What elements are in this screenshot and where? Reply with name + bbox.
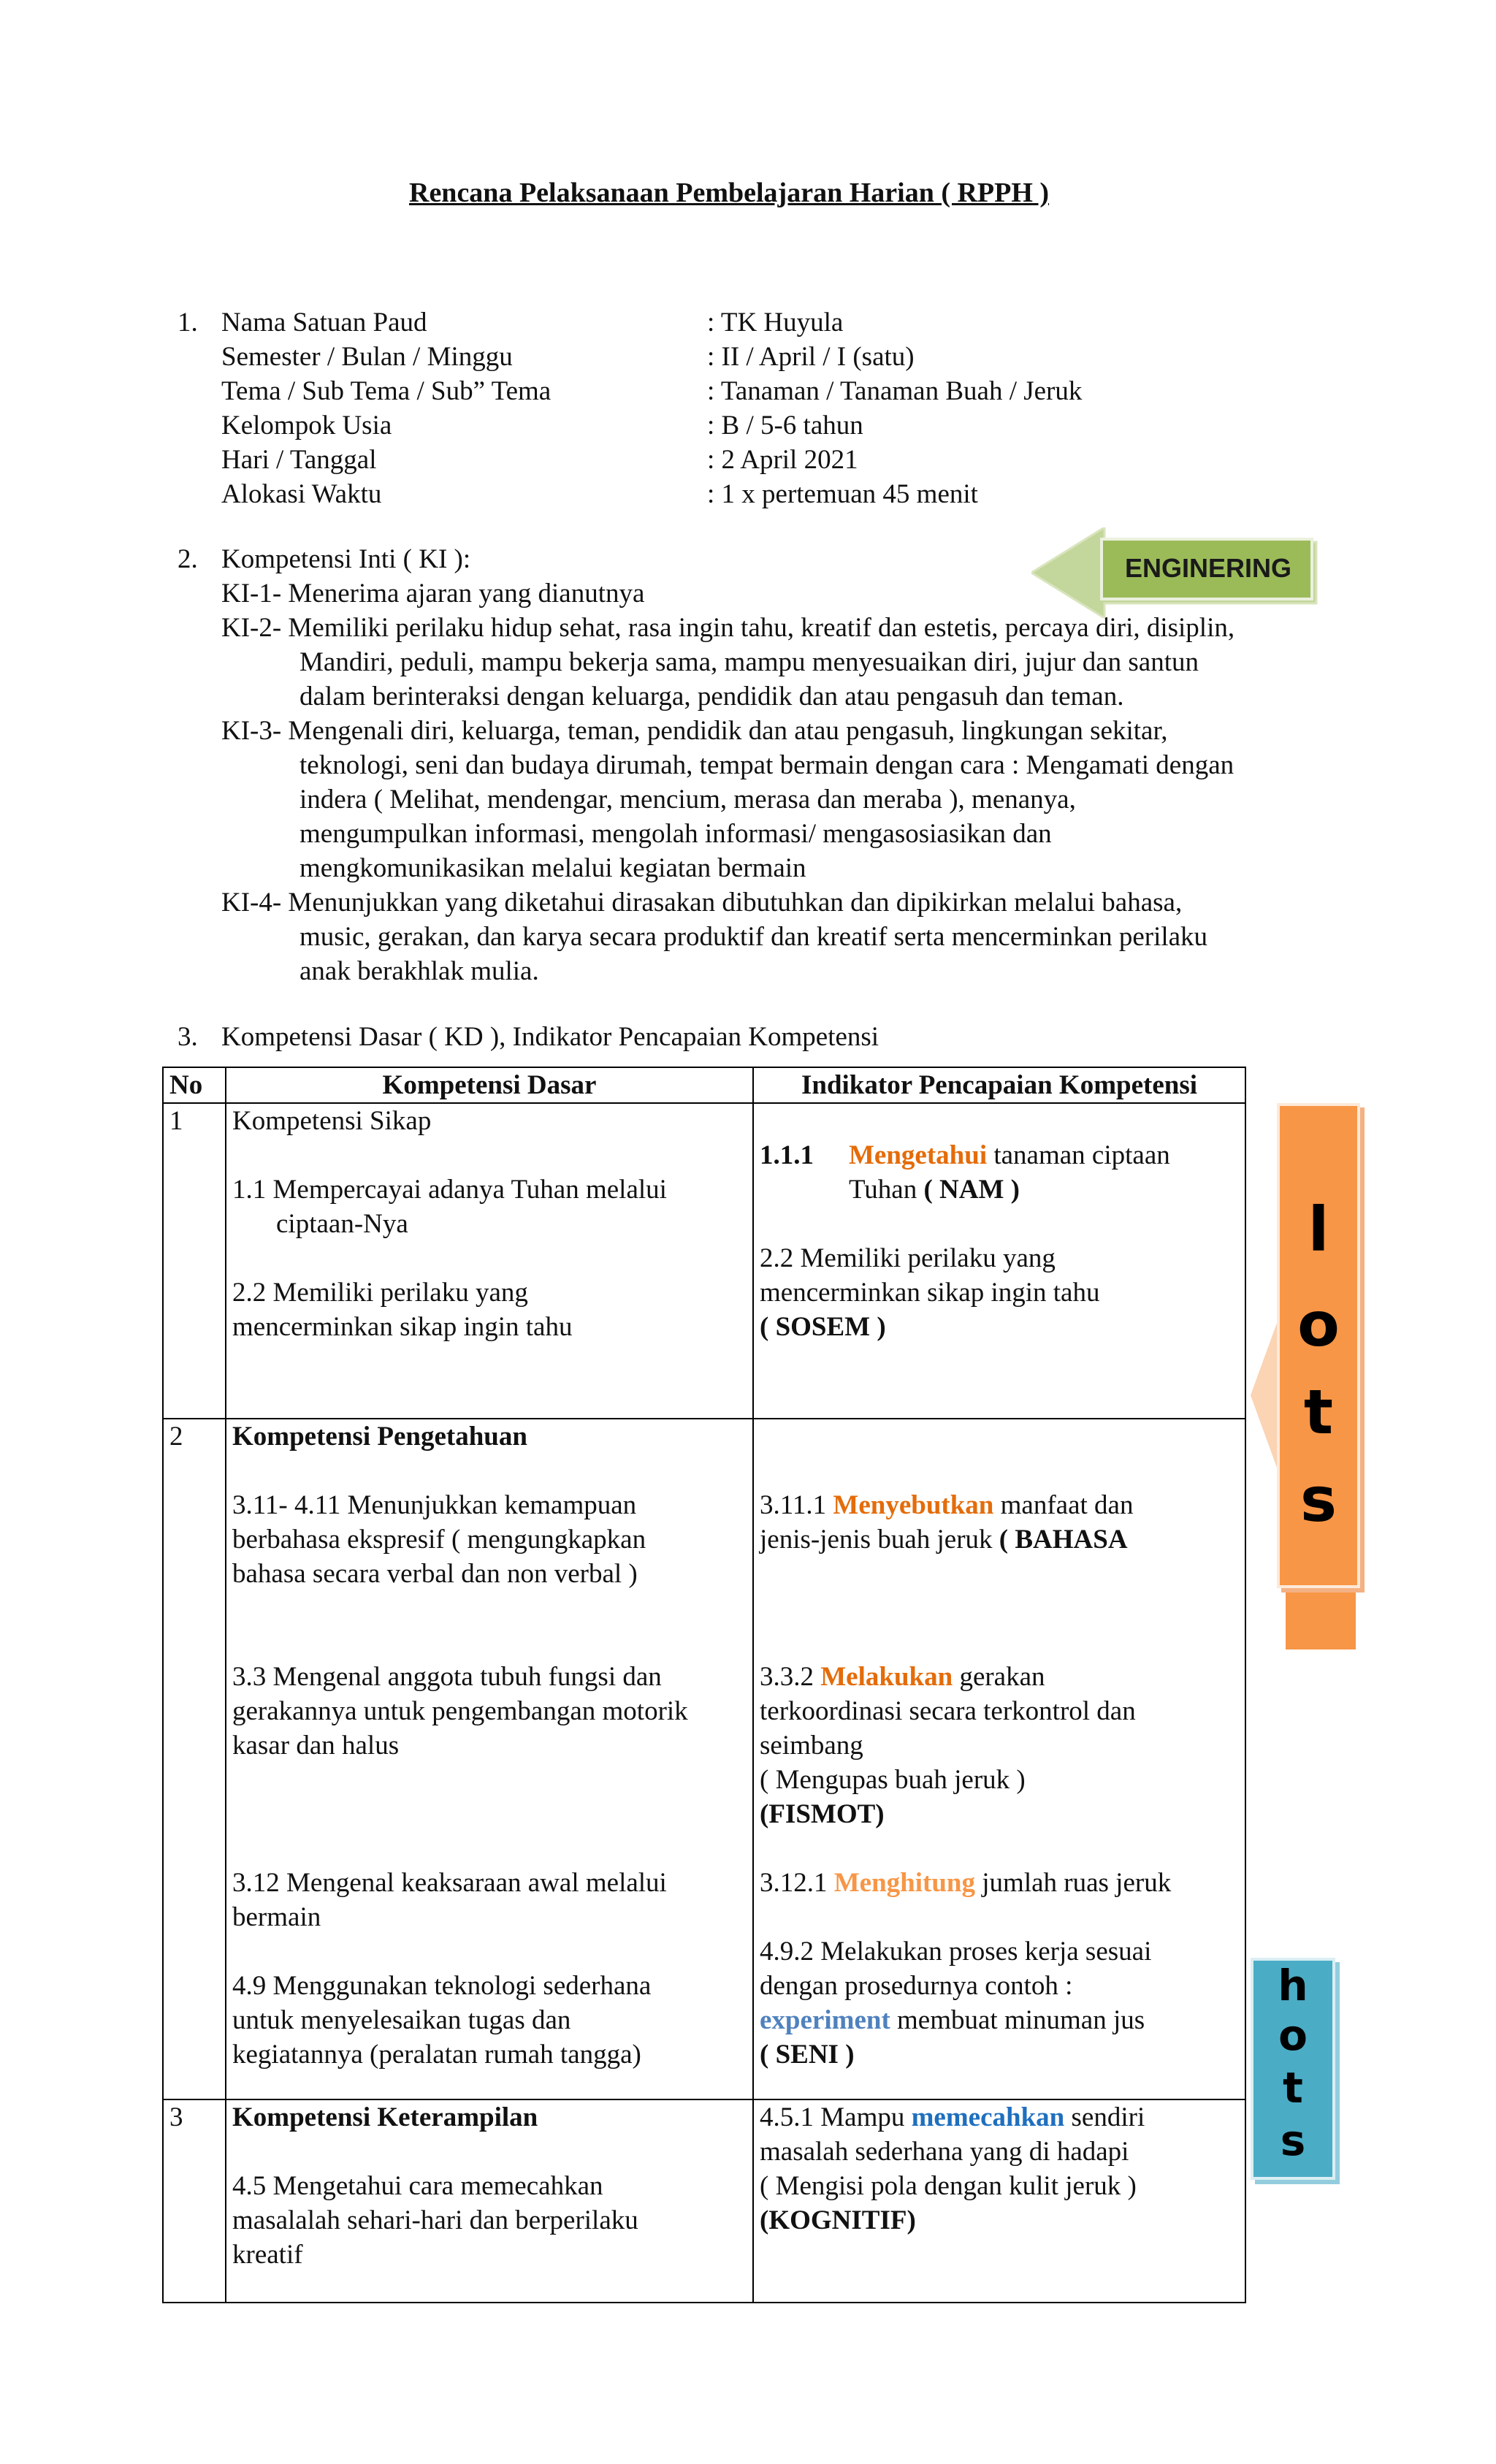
row-number: 1 bbox=[163, 1103, 226, 1419]
indicator-cell bbox=[753, 2099, 1245, 2303]
indicator-text: mencerminkan sikap ingin tahu bbox=[760, 1278, 1100, 1308]
kd-text: gerakannya untuk pengembangan motorik bbox=[232, 1696, 688, 1726]
kd-text: kasar dan halus bbox=[232, 1731, 400, 1761]
engineering-label: ENGINERING bbox=[1124, 553, 1292, 583]
kd-text: 3.11- 4.11 Menunjukkan kemampuan bbox=[232, 1490, 637, 1520]
hots-letter: h bbox=[1278, 1961, 1308, 2010]
lots-letter: t bbox=[1303, 1376, 1334, 1448]
kd-cell bbox=[226, 1419, 753, 2099]
kd-text: 3.12 Mengenal keaksaraan awal melalui bbox=[232, 1868, 667, 1898]
identity-value: : B / 5-6 tahun bbox=[707, 411, 863, 440]
indicator-text: Tuhan bbox=[849, 1175, 924, 1205]
ki-line: mengumpulkan informasi, mengolah informasi/ mengasosiasikan dan bbox=[299, 819, 1052, 849]
indicator-text: ( Mengupas buah jeruk ) bbox=[760, 1765, 1026, 1795]
col-header-kd: Kompetensi Dasar bbox=[226, 1067, 753, 1103]
section-1-number: 1. bbox=[178, 308, 198, 337]
identity-value: : II / April / I (satu) bbox=[707, 342, 915, 372]
indicator-text: seimbang bbox=[760, 1731, 863, 1761]
indicator-tag: ( SENI ) bbox=[760, 2040, 855, 2070]
indicator-text: jumlah ruas jeruk bbox=[975, 1868, 1172, 1898]
lots-banner bbox=[1277, 1103, 1360, 1588]
indicator-number: 4.5.1 Mampu bbox=[760, 2102, 912, 2132]
identity-value: : TK Huyula bbox=[707, 308, 844, 337]
kd-group: Kompetensi Sikap bbox=[232, 1106, 432, 1136]
identity-label: Nama Satuan Paud bbox=[221, 308, 427, 337]
ki-line: dalam berinteraksi dengan keluarga, pendidik dan atau pengasuh dan teman. bbox=[299, 682, 1124, 712]
identity-value: : Tanaman / Tanaman Buah / Jeruk bbox=[707, 376, 1083, 406]
ki-line: KI-4- Menunjukkan yang diketahui dirasakan dibutuhkan dan dipikirkan melalui bahasa, bbox=[221, 888, 1183, 918]
kd-text: kreatif bbox=[232, 2240, 303, 2270]
col-header-indicator: Indikator Pencapaian Kompetensi bbox=[753, 1067, 1245, 1103]
competency-table bbox=[162, 1067, 1246, 2303]
kd-text: 2.2 Memiliki perilaku yang bbox=[232, 1278, 528, 1308]
indicator-verb: Mengetahui bbox=[849, 1140, 988, 1170]
kd-text: untuk menyelesaikan tugas dan bbox=[232, 2005, 571, 2035]
kd-text: 3.3 Mengenal anggota tubuh fungsi dan bbox=[232, 1662, 662, 1692]
row-number: 2 bbox=[163, 1419, 226, 2099]
ki-line: mengkomunikasikan melalui kegiatan bermain bbox=[299, 853, 806, 883]
identity-label: Kelompok Usia bbox=[221, 411, 392, 440]
hots-letter: t bbox=[1283, 2063, 1303, 2113]
hots-letter: s bbox=[1280, 2116, 1306, 2165]
section-3-number: 3. bbox=[178, 1022, 198, 1052]
identity-label: Tema / Sub Tema / Sub” Tema bbox=[221, 376, 552, 406]
ki-line: KI-3- Mengenali diri, keluarga, teman, pendidik dan atau pengasuh, lingkungan sekitar, bbox=[221, 716, 1168, 746]
indicator-number: 3.3.2 bbox=[760, 1662, 821, 1692]
indicator-tag: ( NAM ) bbox=[923, 1175, 1020, 1205]
row-number: 3 bbox=[163, 2099, 226, 2303]
kd-text: 4.9 Menggunakan teknologi sederhana bbox=[232, 1971, 652, 2001]
indicator-tag: ( SOSEM ) bbox=[760, 1312, 886, 1342]
lots-pointer-icon bbox=[1251, 1315, 1280, 1476]
kd-text: 4.5 Mengetahui cara memecahkan bbox=[232, 2171, 603, 2201]
ki-line: KI-1- Menerima ajaran yang dianutnya bbox=[221, 579, 645, 609]
indicator-tag: ( BAHASA bbox=[999, 1525, 1128, 1555]
indicator-text: masalah sederhana yang di hadapi bbox=[760, 2137, 1129, 2167]
indicator-text: tanaman ciptaan bbox=[987, 1140, 1170, 1170]
document-title: Rencana Pelaksanaan Pembelajaran Harian ( RPPH ) bbox=[409, 178, 1050, 208]
ki-line: anak berakhlak mulia. bbox=[299, 956, 539, 986]
section-2-number: 2. bbox=[178, 544, 198, 574]
identity-label: Semester / Bulan / Minggu bbox=[221, 342, 513, 372]
kd-text: berbahasa ekspresif ( mengungkapkan bbox=[232, 1525, 646, 1555]
hots-banner bbox=[1251, 1958, 1335, 2180]
indicator-number: 3.12.1 bbox=[760, 1868, 834, 1898]
section-3-heading: Kompetensi Dasar ( KD ), Indikator Pencapaian Kompetensi bbox=[221, 1022, 879, 1052]
indicator-verb: Menghitung bbox=[833, 1868, 976, 1898]
kd-text: mencerminkan sikap ingin tahu bbox=[232, 1312, 573, 1342]
indicator-verb: Menyebutkan bbox=[833, 1490, 994, 1520]
table-header-row bbox=[163, 1067, 1245, 1103]
indicator-tag: (KOGNITIF) bbox=[760, 2205, 916, 2235]
indicator-cell bbox=[753, 1419, 1245, 2099]
indicator-text: dengan prosedurnya contoh : bbox=[760, 1971, 1073, 2001]
identity-label: Hari / Tanggal bbox=[221, 445, 377, 475]
indicator-text: 4.9.2 Melakukan proses kerja sesuai bbox=[760, 1937, 1152, 1967]
indicator-verb: experiment bbox=[760, 2005, 890, 2035]
hots-letter: o bbox=[1278, 2010, 1308, 2060]
ki-line: teknologi, seni dan budaya dirumah, tempat bermain dengan cara : Mengamati dengan bbox=[299, 750, 1234, 780]
col-header-no: No bbox=[163, 1067, 226, 1103]
ki-line: indera ( Melihat, mendengar, mencium, merasa dan meraba ), menanya, bbox=[299, 785, 1076, 815]
indicator-text: membuat minuman jus bbox=[890, 2005, 1145, 2035]
indicator-verb: Melakukan bbox=[820, 1662, 953, 1692]
identity-value: : 2 April 2021 bbox=[707, 445, 858, 475]
indicator-text: gerakan bbox=[953, 1662, 1045, 1692]
identity-label: Alokasi Waktu bbox=[221, 479, 382, 509]
indicator-text: 2.2 Memiliki perilaku yang bbox=[760, 1243, 1056, 1273]
kd-text: bahasa secara verbal dan non verbal ) bbox=[232, 1559, 638, 1589]
kd-cell bbox=[226, 1103, 753, 1419]
indicator-text: manfaat dan bbox=[993, 1490, 1134, 1520]
lots-letter: l bbox=[1308, 1194, 1329, 1265]
indicator-text: jenis-jenis buah jeruk bbox=[760, 1525, 999, 1555]
lots-tail bbox=[1286, 1582, 1356, 1649]
ki-line: music, gerakan, dan karya secara produktif dan kreatif serta mencerminkan perilaku bbox=[299, 922, 1208, 952]
kd-text: masalalah sehari-hari dan berperilaku bbox=[232, 2205, 638, 2235]
indicator-text: terkoordinasi secara terkontrol dan bbox=[760, 1696, 1136, 1726]
ki-line: Mandiri, peduli, mampu bekerja sama, mampu menyesuaikan diri, jujur dan santun bbox=[299, 647, 1199, 677]
indicator-number: 1.1.1 bbox=[760, 1140, 814, 1170]
table-row bbox=[163, 2099, 1245, 2303]
identity-value: : 1 x pertemuan 45 menit bbox=[707, 479, 978, 509]
kd-text: bermain bbox=[232, 1902, 321, 1932]
kd-text: 1.1 Mempercayai adanya Tuhan melalui bbox=[232, 1175, 667, 1205]
table-row bbox=[163, 1103, 1245, 1419]
kd-text: kegiatannya (peralatan rumah tangga) bbox=[232, 2040, 641, 2070]
kd-text: ciptaan-Nya bbox=[276, 1209, 408, 1239]
kd-cell bbox=[226, 2099, 753, 2303]
indicator-verb: memecahkan bbox=[911, 2102, 1065, 2132]
indicator-number: 3.11.1 bbox=[760, 1490, 833, 1520]
kd-group: Kompetensi Keterampilan bbox=[232, 2102, 538, 2132]
indicator-tag: (FISMOT) bbox=[760, 1799, 885, 1829]
table-row bbox=[163, 1419, 1245, 2099]
kd-group: Kompetensi Pengetahuan bbox=[232, 1422, 527, 1452]
indicator-text: sendiri bbox=[1064, 2102, 1145, 2132]
lots-letter: s bbox=[1300, 1464, 1337, 1536]
ki-line: KI-2- Memiliki perilaku hidup sehat, rasa ingin tahu, kreatif dan estetis, percaya diri, disiplin, bbox=[221, 613, 1235, 643]
indicator-cell bbox=[753, 1103, 1245, 1419]
section-2-heading: Kompetensi Inti ( KI ): bbox=[221, 544, 471, 574]
indicator-text: ( Mengisi pola dengan kulit jeruk ) bbox=[760, 2171, 1137, 2201]
lots-letter: o bbox=[1297, 1289, 1340, 1360]
